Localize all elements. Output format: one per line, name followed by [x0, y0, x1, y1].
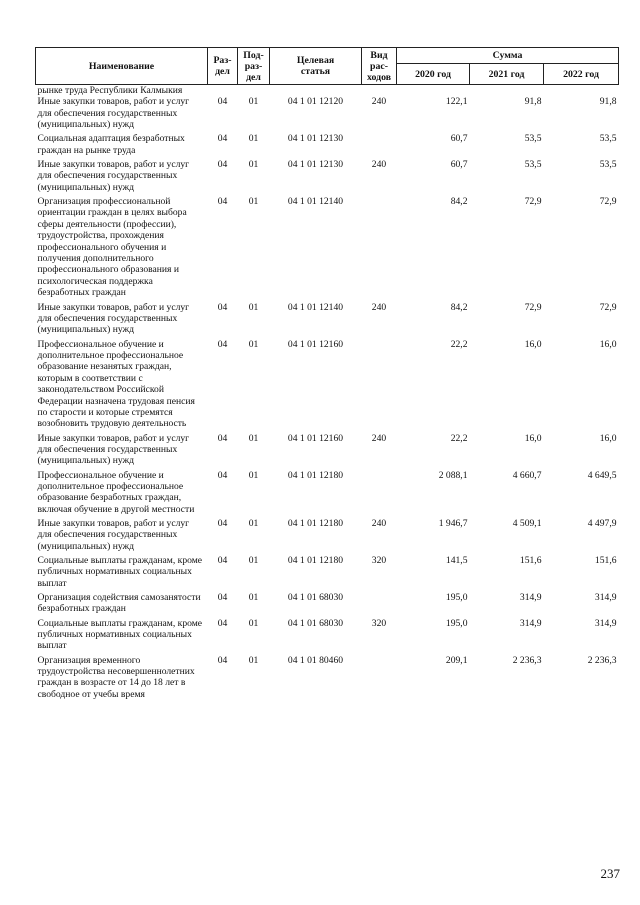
continuation-text: рынке труда Республики Калмыкия [37, 85, 183, 96]
header-year-2022: 2022 год [544, 64, 619, 85]
row-amount-2021: 16,0 [524, 432, 542, 444]
row-target: 04 1 01 12140 [287, 301, 344, 313]
row-expense-type [362, 133, 397, 159]
table-row [36, 470, 619, 518]
row-subsection: 01 [248, 196, 259, 208]
row-amount-2021: 53,5 [524, 133, 542, 145]
row-amount-2020: 60,7 [450, 133, 468, 145]
row-amount-2022: 72,9 [599, 301, 617, 313]
row-amount-2020: 141,5 [445, 555, 468, 567]
row-expense-type: 240 [371, 518, 387, 529]
row-target: 04 1 01 12180 [287, 469, 344, 481]
row-amount-2021: 4 509,1 [512, 518, 542, 529]
row-name: Социальные выплаты гражданам, кроме публичных нормативных социальных выплат [37, 617, 203, 652]
row-subsection: 01 [248, 159, 259, 171]
row-section: 04 [217, 133, 228, 145]
row-expense-type [362, 470, 397, 518]
header-year-2021: 2021 год [470, 64, 544, 85]
row-amount-2020: 122,1 [445, 96, 468, 108]
row-name: Иные закупки товаров, работ и услуг для обеспечения государственных (муниципальных) нужд [37, 96, 190, 131]
row-subsection: 01 [248, 432, 259, 444]
table-row [36, 655, 619, 703]
row-target: 04 1 01 12180 [287, 518, 344, 529]
row-amount-2020: 209,1 [445, 654, 468, 666]
row-subsection: 01 [248, 555, 259, 567]
continuation-row [36, 85, 619, 97]
row-target: 04 1 01 12140 [287, 196, 344, 208]
row-target: 04 1 01 12180 [287, 555, 344, 567]
row-amount-2021: 151,6 [519, 555, 542, 567]
row-amount-2020: 22,2 [450, 432, 468, 444]
row-name: Иные закупки товаров, работ и услуг для обеспечения государственных (муниципальных) нужд [37, 301, 190, 336]
row-amount-2020: 84,2 [450, 301, 468, 313]
row-section: 04 [217, 469, 228, 481]
header-target: Целевая статья [270, 48, 362, 85]
row-section: 04 [217, 617, 228, 629]
row-amount-2021: 2 236,3 [512, 654, 542, 666]
row-section: 04 [217, 159, 228, 171]
row-target: 04 1 01 68030 [287, 592, 344, 604]
row-amount-2022: 314,9 [594, 592, 617, 604]
row-expense-type [362, 196, 397, 301]
row-subsection: 01 [248, 518, 259, 529]
table-row [36, 133, 619, 159]
row-amount-2020: 195,0 [445, 617, 468, 629]
table-row [36, 96, 619, 133]
row-target: 04 1 01 12160 [287, 432, 344, 444]
row-expense-type: 240 [371, 301, 387, 313]
row-amount-2022: 53,5 [599, 159, 617, 171]
row-name: Организация содействия самозанятости безработных граждан [37, 592, 201, 615]
row-target: 04 1 01 12130 [287, 159, 344, 171]
row-target: 04 1 01 12120 [287, 96, 344, 108]
row-name: Иные закупки товаров, работ и услуг для обеспечения государственных (муниципальных) нужд [37, 518, 190, 552]
row-amount-2020: 60,7 [450, 159, 468, 171]
row-subsection: 01 [248, 469, 259, 481]
row-expense-type: 240 [371, 432, 387, 444]
page-number: 237 [600, 866, 620, 881]
row-name: Иные закупки товаров, работ и услуг для обеспечения государственных (муниципальных) нужд [37, 432, 190, 467]
row-section: 04 [217, 654, 228, 666]
row-subsection: 01 [248, 301, 259, 313]
row-expense-type [362, 655, 397, 703]
row-amount-2021: 91,8 [524, 96, 542, 108]
row-section: 04 [217, 96, 228, 108]
row-expense-type: 240 [371, 159, 387, 171]
row-amount-2022: 314,9 [594, 617, 617, 629]
row-amount-2021: 314,9 [519, 617, 542, 629]
row-amount-2021: 4 660,7 [512, 469, 542, 481]
header-subsection: Под- раз- дел [238, 48, 270, 85]
row-amount-2021: 53,5 [524, 159, 542, 171]
row-name: Профессиональное обучение и дополнительное профессиональное образование незанятых граждан, которым в соответствии с законодательством Российской Федерации назначена трудовая пенсия по старости и которые стремятся возобновить трудовую деятельность [37, 338, 195, 430]
row-section: 04 [217, 196, 228, 208]
table-row [36, 518, 619, 555]
row-section: 04 [217, 338, 228, 350]
table-body [36, 85, 619, 704]
row-subsection: 01 [248, 133, 259, 145]
row-subsection: 01 [248, 654, 259, 666]
row-amount-2022: 72,9 [599, 196, 617, 208]
table-row [36, 339, 619, 433]
row-target: 04 1 01 68030 [287, 617, 344, 629]
table-row [36, 433, 619, 470]
row-amount-2022: 2 236,3 [587, 654, 617, 666]
row-amount-2022: 53,5 [599, 133, 617, 145]
row-amount-2021: 72,9 [524, 301, 542, 313]
row-amount-2022: 4 649,5 [587, 469, 617, 481]
row-target: 04 1 01 12160 [287, 338, 344, 350]
row-subsection: 01 [248, 96, 259, 108]
header-name: Наименование [36, 48, 208, 85]
header-sum: Сумма [397, 48, 619, 64]
row-section: 04 [217, 518, 228, 529]
row-section: 04 [217, 555, 228, 567]
table-row [36, 196, 619, 301]
table-row [36, 159, 619, 196]
header-expense-type: Вид рас- ходов [362, 48, 397, 85]
header-section: Раз- дел [208, 48, 238, 85]
row-amount-2022: 16,0 [599, 432, 617, 444]
row-subsection: 01 [248, 338, 259, 350]
row-name: Социальные выплаты гражданам, кроме публичных нормативных социальных выплат [37, 555, 203, 589]
row-section: 04 [217, 301, 228, 313]
row-expense-type: 240 [371, 96, 387, 108]
row-subsection: 01 [248, 617, 259, 629]
table-row [36, 618, 619, 655]
table-row [36, 302, 619, 339]
budget-table [35, 47, 619, 703]
row-amount-2022: 151,6 [594, 555, 617, 567]
row-expense-type [362, 339, 397, 433]
row-amount-2021: 16,0 [524, 338, 542, 350]
row-amount-2020: 22,2 [450, 338, 468, 350]
row-amount-2022: 16,0 [599, 338, 617, 350]
row-amount-2022: 4 497,9 [587, 518, 617, 529]
row-section: 04 [217, 592, 228, 604]
row-subsection: 01 [248, 592, 259, 604]
header-year-2020: 2020 год [397, 64, 470, 85]
table-row [36, 592, 619, 618]
table-header [36, 48, 619, 85]
row-name: Организация временного трудоустройства несовершеннолетних граждан в возрасте от 14 до 18 лет в свободное от учебы время [37, 654, 195, 700]
row-expense-type [362, 592, 397, 618]
row-target: 04 1 01 80460 [287, 654, 344, 666]
row-name: Профессиональное обучение и дополнительное профессиональное образование безработных граждан, включая обучение в другой местности [37, 469, 195, 515]
row-expense-type: 320 [371, 617, 387, 629]
row-expense-type: 320 [371, 555, 387, 567]
row-section: 04 [217, 432, 228, 444]
row-amount-2020: 84,2 [450, 196, 468, 208]
row-amount-2022: 91,8 [599, 96, 617, 108]
row-amount-2020: 1 946,7 [438, 518, 468, 529]
row-amount-2020: 195,0 [445, 592, 468, 604]
table-row [36, 555, 619, 592]
row-name: Организация профессиональной ориентации граждан в целях выбора сферы деятельности (профессии), трудоустройства, прохождения профессионального обучения и получения дополнительного профессионального образования и психологическая поддержка безработных граждан [37, 196, 187, 299]
row-amount-2020: 2 088,1 [438, 469, 468, 481]
row-amount-2021: 314,9 [519, 592, 542, 604]
row-name: Иные закупки товаров, работ и услуг для обеспечения государственных (муниципальных) нужд [37, 159, 190, 193]
row-target: 04 1 01 12130 [287, 133, 344, 145]
row-name: Социальная адаптация безработных граждан на рынке труда [37, 133, 185, 156]
row-amount-2021: 72,9 [524, 196, 542, 208]
